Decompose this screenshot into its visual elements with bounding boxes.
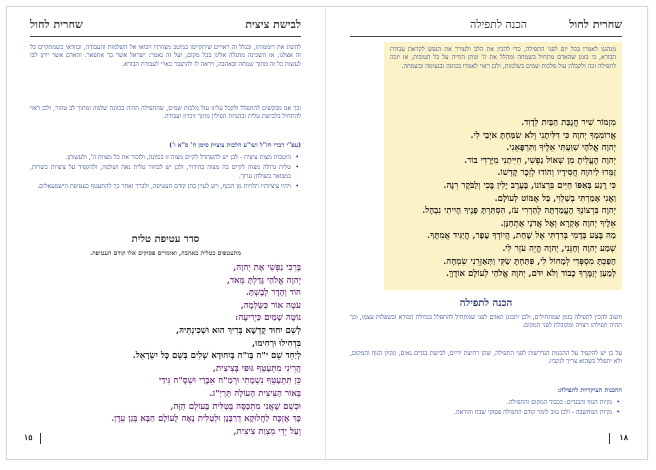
verse-line: לְשֵׁם יִחוּד קֻדְשָׁא בְּרִיךְ הוּא וּשְׁכִינְתֵּיהּ, <box>176 325 301 336</box>
left-section-title: סדר עטיפת טלית <box>131 234 200 245</box>
psalm-30 <box>390 117 616 287</box>
left-page-number-bar <box>40 433 41 444</box>
prep-list <box>350 399 622 429</box>
left-header-section: לבישת ציצית <box>245 18 301 31</box>
right-page-number: ١٨ <box>619 432 628 442</box>
psalm-line: וַאֲנִי אָמַרְתִּי בְשַׁלְוִי, בַּל אֶמּוֹט לְעוֹלָם. <box>494 193 616 204</box>
verse-line: וְעַל יְדֵי מִצְוַת צִיצִית, <box>233 426 301 437</box>
right-page-footer <box>344 432 628 446</box>
right-page-header <box>350 16 622 37</box>
left-page <box>6 6 325 458</box>
psalm-line: מַה בֶּצַע בְּדָמִי בְּרִדְתִּי אֶל שָׁחַת, הֲיוֹדְךָ עָפָר, הֲיַגִּיד אֲמִתֶּךָ. <box>426 231 616 242</box>
psalm-line: הָפַכְתָּ מִסְפְּדִי לְמָחוֹל לִי, פִּתַּחְתָּ שַׂקִּי וַתְּאַזְּרֵנִי שִׂמְחָה. <box>443 256 616 267</box>
verse-line: וּכְשֵׁם שֶׁאֲנִי מִתְכַּסֶּה בְּטַלִּית בָּעוֹלָם הַזֶּה, <box>170 401 301 412</box>
verse-line: כֵּן תִּתְעַטֵּף נִשְׁמָתִי וּרְמַ"ח אֵבָרַי וּשְׁסָ"ה גִּידַי <box>158 376 301 387</box>
verse-line: הֲרֵינִי מִתְעַטֵּף גּוּפִי בְּצִיצִית, <box>212 363 301 374</box>
left-page-number: ١٥ <box>24 432 33 442</box>
prep-list-title: ההכנות העיקריות לתפילה: <box>557 387 622 394</box>
psalm-line: אֲרוֹמִמְךָ יְהוָה כִּי דִלִּיתָנִי וְלֹא שִׂמַּחְתָּ אֹיְבַי לִי. <box>470 130 616 141</box>
verse-line: בִּדְחִילוּ וּרְחִימוּ, <box>252 338 301 349</box>
psalm-line: יְהוָה בִּרְצוֹנְךָ הֶעֱמַדְתָּה לְהַרְרִי עֹז, הִסְתַּרְתָּ פָנֶיךָ הָיִיתִי נִבְהָל. <box>422 206 616 217</box>
verse-line: לְיַחֵד שֵׁם י"ה בְּו"ה בְּיִחוּדָא שְׁלִים בְּשֵׁם כָּל יִשְׂרָאֵל. <box>132 351 301 362</box>
psalm-intro: מנהגנו לאמרו בכל יום לפני התפילה, כדי להכין את הלב ולעורר את הנפש לקראת עבודת הבורא, כי בזמן שהאדם מתחיל בשמחה ומהלל את ה' ונותן הודיה על כל הטובות, אז יזכה לתפילה זכה ולקבלת עול מלכות שמים בשלמות, ולכן ראוי לאמרו בכוונה ובנעימה ובשמחה. <box>390 46 616 70</box>
left-page-footer <box>24 432 307 446</box>
psalm-line: כִּי רֶגַע בְּאַפּוֹ חַיִּים בִּרְצוֹנוֹ, בָּעֶרֶב יָלִין בֶּכִי וְלַבֹּקֶר רִנָּה. <box>443 180 616 191</box>
verse-line: עֹטֶה אוֹר כַּשַּׂלְמָה, <box>240 300 301 311</box>
left-bullet-item: • טלית גדולה מצוה לקיים בה מצוה בהידור, ולכן יש לבחור טלית נאה ושלמה, ולהקפיד על ציציות כשרות, כמבואר בשולחן ערוך. <box>30 164 291 181</box>
psalm-line: זַמְּרוּ לַיהוָה חֲסִידָיו וְהוֹדוּ לְזֵכֶר קָדְשׁוֹ. <box>497 168 616 179</box>
psalm-line: יְהוָה אֱלֹהָי שִׁוַּעְתִּי אֵלֶיךָ וַתִּרְפָּאֵנִי. <box>506 143 616 154</box>
prep-paragraph-2: על כן יש להקפיד על ההכנות הנדרשות לפני התפילה, שהן רחיצת ידיים, לבישת בגדים נאים, ונקיון הגוף והמקום, ולא יתפלל כשהוא צריך לנקביו. <box>350 350 622 366</box>
verse-line: יְהוָה אֱלֹהַי גָּדַלְתָּ מְּאֹד, <box>226 275 301 286</box>
left-intro-paragraph-2: וכך אנו מבקשים להתפלל ולקבל עלינו עול מלכות שמים, שהתפילה תהיה בכוונה שלמה ומתוך לב טהור, ולכן ראוי להתחיל בלבישת טלית ובהנחת תפילין מתוך זיכרון ועבודה. <box>30 105 301 121</box>
psalm-line: לְמַעַן יְזַמֶּרְךָ כָבוֹד וְלֹא יִדֹּם, יְהוָה אֱלֹהַי לְעוֹלָם אוֹדֶךָּ. <box>445 269 616 280</box>
prep-list-item: • נקיות הגוף והבגדים: בכבוד המקום והתפילה. <box>350 399 612 407</box>
right-page-number-bar <box>609 433 610 444</box>
left-bullet-item: • היטבות מצות ציצית - לכן יש להשתדל לקיים מצוה זו בכוונה, ולזכור את כל מצוות ה', ולעשותן. <box>30 154 291 162</box>
left-intro-paragraph-1: להשיג את רוממותו, ובגלל זה ראויים שיתקיימו במיטב מצוותיו ויבואו אל השלמות והעבודה, ובוודאי כשמתקיים כל זה אצלנו, אז השכינה מתגלה אלינו בכל מקום, ועל זה נאמר: ישראל אשר בך אתפאר. והאדם אשר ייתן לבו לעשות כל זה מתוך שמחה ובאהבה, ויראה לו להתגבר כארי לעבודת הבורא. <box>30 44 301 68</box>
verse-line: בָּרְכִי נַפְשִׁי אֶת יְהוָה, <box>233 263 301 273</box>
verse-line: נוֹטֶה שָׁמַיִם כַּיְרִיעָה: <box>235 313 301 324</box>
left-page-header <box>30 16 301 37</box>
right-header-section: הכנה לתפילה <box>470 18 528 31</box>
psalm-line: יְהוָה הֶעֱלִיתָ מִן שְׁאוֹל נַפְשִׁי, חִיִּיתַנִי מִיָּרְדִי בוֹר. <box>464 155 616 166</box>
verse-line: כָּךְ אֶזְכֶּה לַחֲלוּקָא דְרַבָּנָן וּלְטַלִּית נָאָה לָעוֹלָם הַבָּא בְּגַן עֵדֶן. <box>111 414 301 425</box>
verse-line: הוֹד וְהָדָר לָבָשְׁתָּ. <box>245 288 301 299</box>
left-section-subtitle: מתעטפים בטלית באהבה, ואומרים פסוקים אלו קודם העטיפה. <box>89 250 242 257</box>
psalm-line: שְׁמַע יְהוָה וְחָנֵּנִי, יְהוָה הֱיֵה עֹזֵר לִי. <box>502 243 616 254</box>
prep-list-item: • נקיות המחשבה - ולכן טוב לומר קודם התפילה פסוקי שבח והודאה. <box>350 409 612 417</box>
psalm-line: מִזְמוֹר שִׁיר חֲנֻכַּת הַבַּיִת לְדָוִד. <box>521 118 616 128</box>
tallit-verses <box>30 262 301 438</box>
prep-paragraph-1: חשוב להכין לתפילה בזמן שמתחילים, ולכן יתבונן האדם לפני שמתחיל להתפלל בגדולת הבורא ובשפלות עצמו, וכך תהיה תפילתו רצויה ומקובלת לפני המקום. <box>350 314 622 330</box>
right-section-title: הכנה לתפילה <box>459 298 513 309</box>
verse-line: בְּאוֹר הַצִּיצִית הָעוֹלָה תַּרְיַ"ג. <box>209 388 301 399</box>
left-bullet-item: • ויהיו ציציותיו תלויות מן הכנף, ויש לעיין בהן קודם העטיפה, ולברך ואחר כך להתעטף כעטיפת הישמעאלים. <box>30 183 291 191</box>
right-header-prayer: שחרית לחול <box>569 18 622 31</box>
left-header-prayer: שחרית לחול <box>30 18 83 31</box>
left-source-note: (עפ"י דברי חז"ל ושו"ע הלכות ציצית סימן ח' ס"א ו') <box>169 142 301 149</box>
psalm-line: אֵלֶיךָ יְהוָה אֶקְרָא וְאֶל אֲדֹנָי אֶתְחַנָּן. <box>500 218 616 229</box>
right-page <box>326 6 646 458</box>
left-bullets <box>30 154 301 234</box>
